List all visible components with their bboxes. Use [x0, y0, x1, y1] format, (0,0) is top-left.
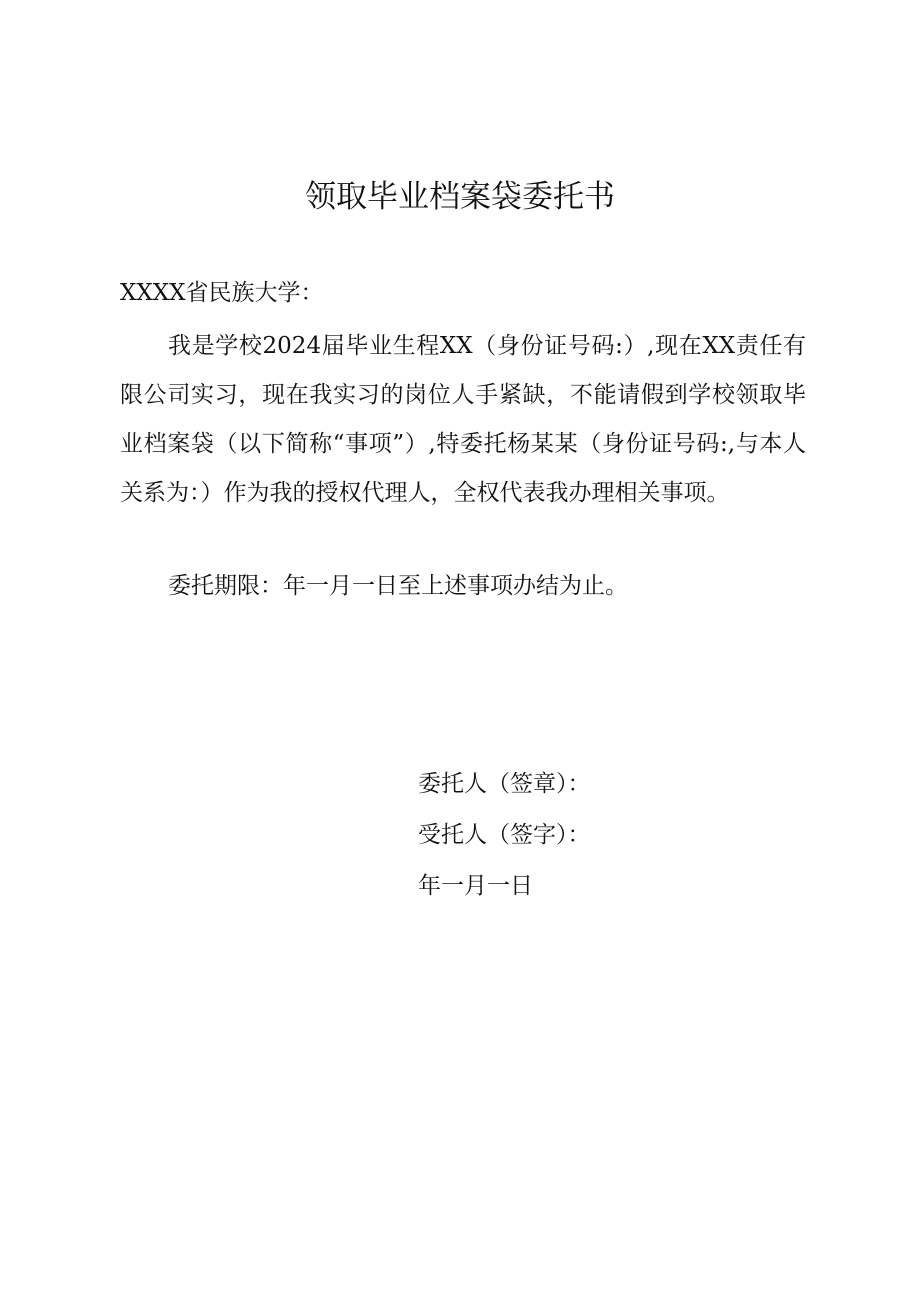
principal-signature-line: 委托人（签章）： [418, 771, 591, 797]
agent-signature-line: 受托人（签字）： [418, 822, 591, 848]
document-title: 领取毕业档案袋委托书 [305, 179, 615, 215]
signature-block [418, 766, 591, 919]
signature-date: 年一月一日 [418, 873, 533, 899]
salutation: XXXX省民族大学： [120, 280, 324, 306]
term-paragraph: 委托期限：年一月一日至上述事项办结为止。 [168, 573, 628, 599]
body-paragraph: 我是学校2024届毕业生程XX（身份证号码:）,现在XX责任有限公司实习，现在我实习的岗位人手紧缺，不能请假到学校领取毕业档案袋（以下简称“事项”）,特委托杨某某（身份证号码:,与本人关系为：）作为我的授权代理人，全权代表我办理相关事项。 [120, 333, 806, 506]
